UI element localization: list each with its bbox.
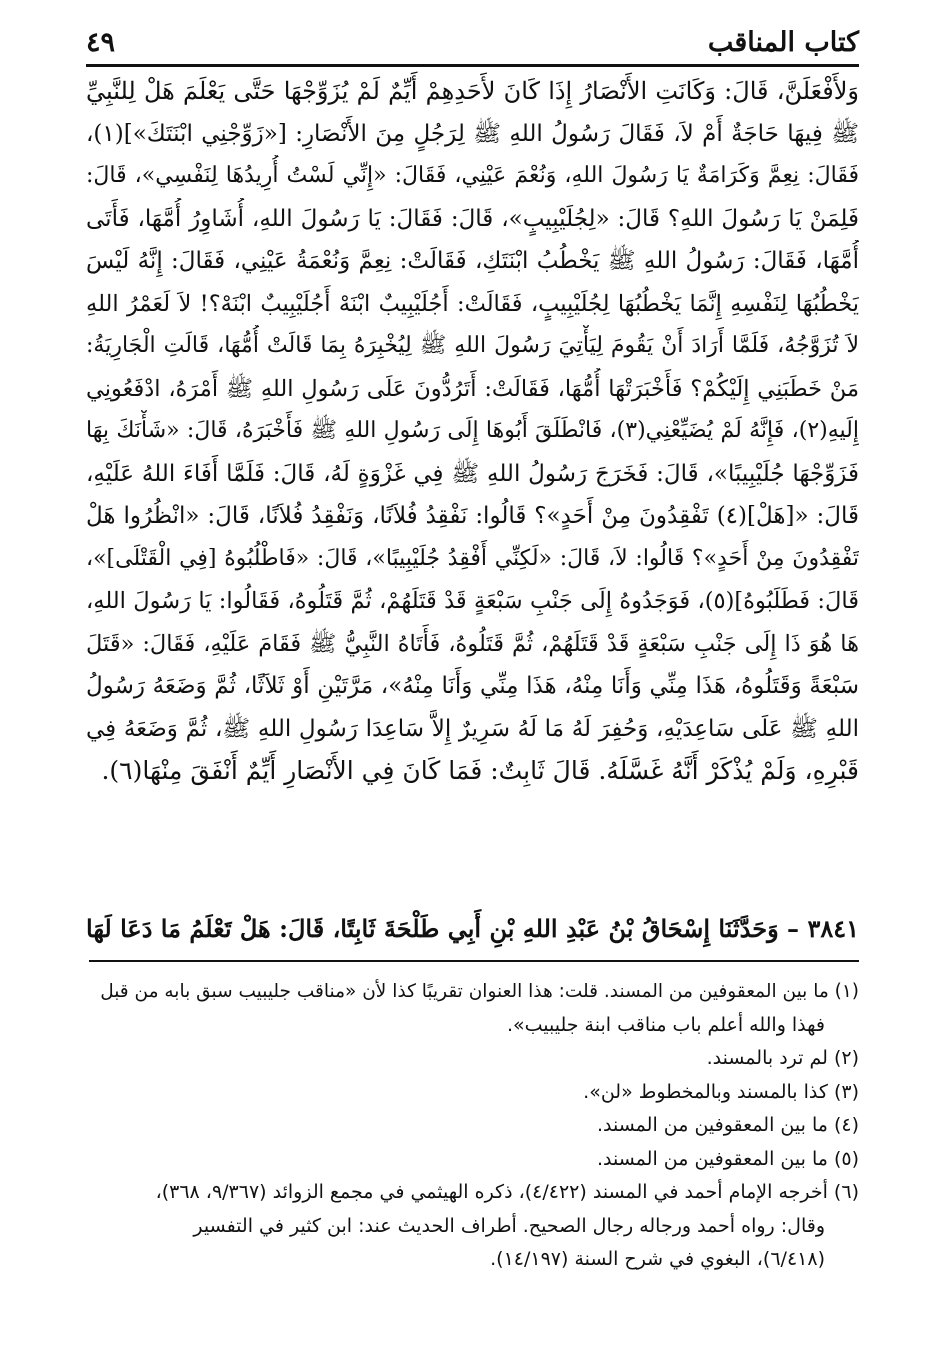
text-line: إِلَيهِ(٢)، فَإِنَّهُ لَمْ يُضَيِّعْنِي(٣)، فَانْطَلَقَ أَبُوهَا إِلَى رَسُولِ اللهِ ﷺ فَأَخْبَرَهُ، قَالَ: «شَأْنَكَ بِهَا bbox=[86, 418, 859, 443]
text-line: تَفْقِدُونَ مِنْ أَحَدٍ»؟ قَالُوا: لاَ، قَالَ: «لَكِنِّي أَفْقِدُ جُلَيْبِيبًا»، قَالَ: «فَاطْلُبُوهُ [فِي الْقَتْلَى]»، bbox=[86, 545, 859, 571]
text-line: اللهِ ﷺ عَلَى سَاعِدَيْهِ، وَحُفِرَ لَهُ مَا لَهُ سَرِيرٌ إِلاَّ سَاعِدَا رَسُولِ اللهِ ﷺ، ثُمَّ وَضَعَهُ فِي bbox=[86, 715, 859, 742]
text-line: لاَ تُزَوَّجُهُ، فَلَمَّا أَرَادَ أَنْ يَقُومَ لِيَأْتِيَ رَسُولَ اللهِ ﷺ لِيُخْبِرَهُ بِمَا قَالَتْ أُمُّهَا، قَالَتِ الْجَارِيَةُ: bbox=[86, 333, 859, 358]
next-hadith-heading: ٣٨٤١ – وَحَدَّثَنَا إِسْحَاقُ بْنُ عَبْدِ اللهِ بْنِ أَبِي طَلْحَةَ ثَابِتًا، قَالَ: هَلْ تَعْلَمُ مَا دَعَا لَهَا bbox=[86, 914, 859, 943]
text-line: قَالَ: فَطَلَبُوهُ](٥)، فَوَجَدُوهُ إِلَى جَنْبِ سَبْعَةٍ قَدْ قَتَلَهُمْ، ثُمَّ قَتَلُوهُ، فَقَالُوا: يَا رَسُولَ اللهِ، bbox=[86, 588, 859, 614]
running-title: كتاب المناقب bbox=[707, 27, 859, 58]
footnote-line: وقال: رواه أحمد ورجاله رجال الصحيح. أطراف الحديث عند: ابن كثير في التفسير bbox=[193, 1214, 825, 1237]
page-number: ٤٩ bbox=[86, 27, 116, 58]
text-line: قَالَ: «[هَلْ](٤) تَفْقِدُونَ مِنْ أَحَدٍ»؟ قَالُوا: نَفْقِدُ فُلاَنًا، وَنَفْقِدُ فُلاَنًا، قَالَ: «انْظُرُوا هَلْ bbox=[86, 503, 859, 529]
text-line: فَقَالَ: نِعِمَّ وَكَرَامَةٌ يَا رَسُولَ اللهِ، وَنُعْمَ عَيْنِي، فَقَالَ: «إِنِّي لَسْتُ أُرِيدُهَا لِنَفْسِي»، قَالَ: bbox=[86, 163, 859, 188]
footnote-line: (٦) أخرجه الإمام أحمد في المسند (٤/٤٢٢)، ذكره الهيثمي في مجمع الزوائد (٩/٣٦٧، ٣٦٨)، bbox=[155, 1181, 859, 1203]
text-line: قَبْرِهِ، وَلَمْ يُذْكَرْ أَنَّهُ غَسَّلَهُ. قَالَ ثَابِتٌ: فَمَا كَانَ فِي الأَنْصَارِ أَيِّمٌ أَنْفَقَ مِنْهَا(٦). bbox=[101, 756, 859, 785]
text-line: ﷺ فِيهَا حَاجَةٌ أَمْ لاَ، فَقَالَ رَسُولُ اللهِ ﷺ لِرَجُلٍ مِنَ الأَنْصَارِ: [«زَوِّجْنِي ابْنَتَكَ»](١)، bbox=[86, 120, 859, 147]
main-text bbox=[86, 70, 859, 793]
footnote-line: فهذا والله أعلم باب مناقب ابنة جليبيب». bbox=[506, 1013, 825, 1036]
text-line: مَنْ خَطَبَنِي إِلَيْكُمْ؟ فَأَخْبَرَتْهَا أُمُّهَا، فَقَالَتْ: أَتَرُدُّونَ عَلَى رَسُولِ اللهِ ﷺ أَمْرَهُ، ادْفَعُونِي bbox=[86, 375, 859, 402]
footnote-line: (٢) لم ترد بالمسند. bbox=[706, 1047, 859, 1069]
footnote-rule bbox=[89, 960, 859, 962]
footnote-line: (٣) كذا بالمسند وبالمخطوط «لن». bbox=[583, 1080, 859, 1103]
text-line: سَبْعَةً وَقَتَلُوهُ، هَذَا مِنِّي وَأَنَا مِنْهُ، هَذَا مِنِّي وَأَنَا مِنْهُ»، مَرَّتَيْنِ أَوْ ثَلاَثًا، ثُمَّ وَضَعَهُ رَسُولُ bbox=[86, 673, 859, 699]
page-header bbox=[86, 22, 859, 58]
text-line: أُمَّهَا، فَقَالَ: رَسُولُ اللهِ ﷺ يَخْطُبُ ابْنَتَكِ، فَقَالَتْ: نِعِمَّ وَنُعْمَةُ عَيْنِي، فَقَالَ: إِنَّهُ لَيْسَ bbox=[86, 248, 859, 274]
footnote-line: (٦/٤١٨)، البغوي في شرح السنة (١٤/١٩٧). bbox=[490, 1248, 825, 1270]
footnotes bbox=[86, 975, 859, 1277]
text-line: فَلِمَنْ يَا رَسُولَ اللهِ؟ قَالَ: «لِجُلَيْبِيبٍ»، قَالَ: فَقَالَ: يَا رَسُولَ اللهِ، أُشَاوِرُ أُمَّهَا، فَأَتَى bbox=[86, 205, 859, 232]
header-rule bbox=[86, 64, 859, 67]
footnote-line: (٤) ما بين المعقوفين من المسند. bbox=[596, 1114, 859, 1136]
footnote-line: (٥) ما بين المعقوفين من المسند. bbox=[596, 1147, 859, 1170]
text-line: فَزَوِّجْهَا جُلَيْبِيبًا»، قَالَ: فَخَرَجَ رَسُولُ اللهِ ﷺ فِي غَزْوَةٍ لَهُ، قَالَ: فَلَمَّا أَفَاءَ اللهُ عَلَيْهِ، bbox=[86, 460, 859, 487]
text-line: وَلأَفْعَلَنَّ، قَالَ: وَكَانَتِ الأَنْصَارُ إِذَا كَانَ لأَحَدِهِمْ أَيِّمٌ لَمْ يُزَوِّجْهَا حَتَّى يَعْلَمَ هَلْ لِلنَّبِيِّ bbox=[86, 77, 859, 105]
text-line: هَا هُوَ ذَا إِلَى جَنْبِ سَبْعَةٍ قَدْ قَتَلَهُمْ، ثُمَّ قَتَلُوهُ، فَأَتَاهُ النَّبِيُّ ﷺ فَقَامَ عَلَيْهِ، فَقَالَ: «قَتَلَ bbox=[86, 630, 859, 657]
footnote-line: (١) ما بين المعقوفين من المسند. قلت: هذا العنوان تقريبًا كذا لأن «مناقب جليبيب سبق بابه من قبل bbox=[100, 981, 859, 1002]
text-line: يَخْطُبُهَا لِنَفْسِهِ إِنَّمَا يَخْطُبُهَا لِجُلَيْبِيبٍ، فَقَالَتْ: أَجُلَيْبِيبٌ ابْنَهْ أَجُلَيْبِيبٌ ابْنَهْ؟! لاَ لَعَمْرُ اللهِ bbox=[86, 290, 859, 317]
